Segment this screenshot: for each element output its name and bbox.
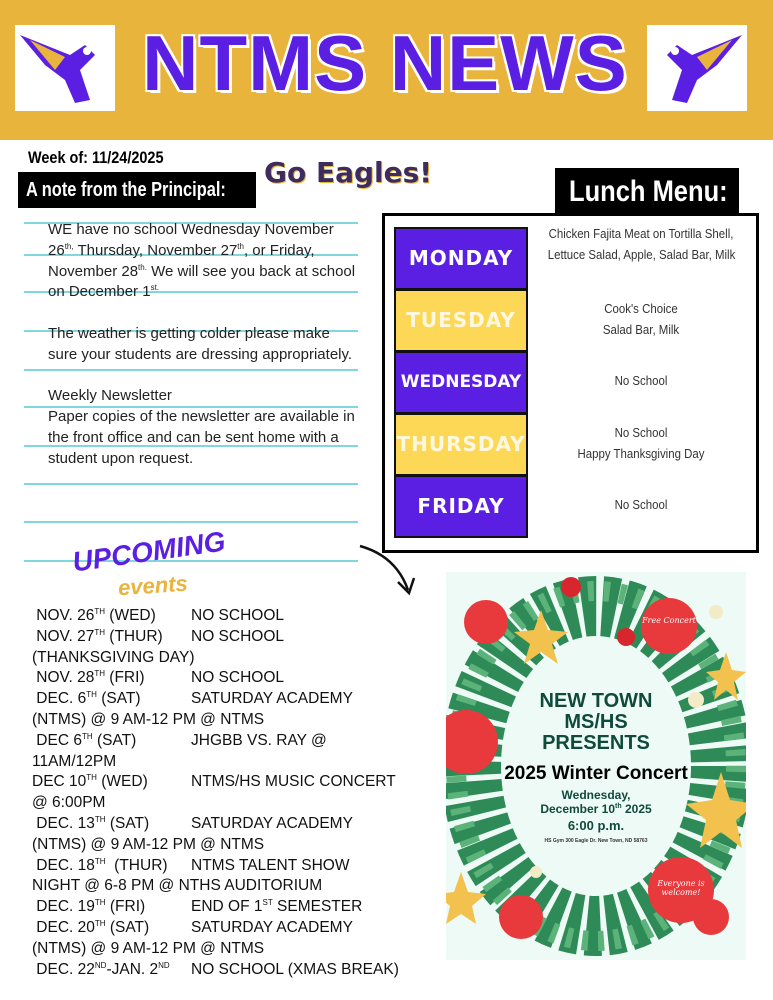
event-date-block — [32, 814, 191, 835]
event-date-block — [32, 940, 264, 957]
event-line — [32, 668, 442, 689]
event-date-block — [32, 960, 191, 981]
event-date: DEC. 6 — [32, 690, 87, 708]
event-date: NOV. 26 — [32, 607, 95, 624]
poster-day: Wednesday, — [561, 788, 631, 802]
note-text: , or Friday, November 28 — [48, 241, 315, 280]
event-date-suffix: TH — [94, 627, 105, 637]
event-line — [32, 689, 442, 710]
principal-note-heading-text: A note from the Principal: — [26, 179, 226, 201]
lunch-menu-heading-text: Lunch Menu: — [568, 175, 728, 208]
eagle-logo-right — [647, 25, 747, 111]
lunch-menu-heading — [555, 168, 739, 216]
note-text: WE have no school Wednesday November 26 — [48, 221, 334, 259]
event-date: NOV. 28 — [32, 669, 95, 687]
event-date-block — [32, 689, 191, 710]
event-date: (NTMS) @ 9 AM-12 PM @ NTMS — [32, 939, 265, 957]
event-line — [32, 876, 442, 897]
event-date-suffix: TH — [86, 773, 97, 783]
lunch-day-thursday: THURSDAY — [394, 413, 528, 476]
event-date-suffix: TH — [94, 669, 105, 679]
event-date-block — [32, 897, 191, 918]
event-date: DEC. 13 — [32, 814, 95, 832]
curved-arrow-icon — [356, 540, 420, 600]
event-line — [32, 793, 442, 814]
event-day: -JAN. 2 — [106, 960, 159, 978]
event-day: (THUR) — [105, 627, 163, 645]
lunch-meal-thursday — [535, 422, 747, 464]
meal-line: Lettuce Salad, Apple, Salad Bar, Milk — [547, 247, 736, 262]
upcoming-heading: UPCOMING — [70, 525, 228, 578]
event-day: (FRI) — [105, 898, 146, 916]
note-text: We will see you back at school on December 1 — [48, 262, 356, 301]
event-line — [32, 648, 442, 669]
event-date-block — [32, 836, 264, 853]
note-newsletter-title: Weekly Newsletter — [48, 387, 172, 405]
event-date: DEC. 18 — [32, 856, 95, 874]
event-date-suffix: TH — [94, 918, 106, 928]
event-description-text: NTMS/HS MUSIC CONCERT — [191, 773, 396, 791]
event-date-block — [32, 649, 194, 666]
header-banner — [0, 0, 773, 140]
event-description-text: NO SCHOOL — [191, 627, 285, 645]
event-day: (WED) — [96, 773, 148, 791]
free-concert-badge: Free Concert — [641, 598, 697, 654]
event-date: NIGHT @ 6-8 PM @ NTHS AUDITORIUM — [32, 877, 323, 895]
poster-date — [446, 802, 746, 816]
event-day: (FRI) — [105, 669, 145, 687]
event-description-text: NO SCHOOL — [191, 607, 285, 624]
event-line — [32, 772, 442, 793]
event-date: (NTMS) @ 9 AM-12 PM @ NTMS — [32, 835, 265, 853]
event-date-block — [32, 627, 191, 648]
event-line — [32, 710, 442, 731]
note-paragraph-no-school — [48, 220, 358, 303]
event-date-block — [32, 856, 191, 877]
event-line — [32, 939, 442, 960]
lunch-day-friday: FRIDAY — [394, 475, 528, 538]
go-eagles-slogan: Go Eagles! — [264, 156, 433, 189]
winter-concert-poster — [446, 572, 746, 960]
note-text: Thursday, November 27 — [73, 241, 238, 259]
event-description — [191, 815, 353, 832]
poster-date-sup: th — [615, 803, 622, 810]
event-description — [191, 898, 362, 915]
event-line — [32, 856, 442, 877]
event-date: DEC 6 — [32, 731, 82, 749]
event-line — [32, 897, 442, 918]
eagle-logo-left — [15, 25, 115, 111]
event-line — [32, 835, 442, 856]
events-heading: events — [117, 570, 189, 601]
poster-line-1: NEW TOWN — [539, 690, 653, 712]
event-date-block — [32, 753, 116, 770]
event-date-block — [32, 772, 191, 793]
lunch-day-wednesday: WEDNESDAY — [394, 351, 528, 414]
event-date-block — [32, 606, 191, 627]
event-day: (SAT) — [96, 690, 141, 708]
event-description-text: SATURDAY ACADEMY — [191, 690, 353, 708]
poster-date-text: December 10 — [540, 802, 616, 816]
lunch-meal-tuesday — [535, 298, 747, 340]
event-date-suffix: TH — [94, 606, 105, 616]
notebook-line — [24, 483, 358, 485]
ordinal-suffix: th, — [64, 241, 74, 251]
event-line — [32, 960, 442, 981]
event-date-block — [32, 668, 191, 689]
event-date: (THANKSGIVING DAY) — [32, 648, 195, 666]
event-date-block — [32, 877, 322, 894]
event-day: (SAT) — [92, 731, 137, 749]
event-date-block — [32, 918, 191, 939]
event-day: (SAT) — [105, 814, 150, 832]
event-date-suffix: TH — [94, 856, 106, 866]
event-line — [32, 606, 442, 627]
event-date: DEC. 20 — [32, 918, 95, 936]
poster-time: 6:00 p.m. — [567, 818, 625, 833]
lunch-day-monday: MONDAY — [394, 227, 528, 290]
event-line — [32, 814, 442, 835]
event-description-suffix: ST — [262, 898, 273, 907]
event-day-suffix: ND — [158, 960, 170, 970]
event-description — [191, 607, 284, 624]
principal-note — [48, 220, 358, 470]
event-date: 11AM/12PM — [32, 752, 117, 770]
event-description-text: NO SCHOOL — [191, 669, 285, 687]
event-description — [191, 669, 284, 686]
notebook-line — [24, 521, 358, 523]
event-description — [191, 773, 396, 790]
event-date-suffix: TH — [94, 814, 106, 824]
event-date: (NTMS) @ 9 AM-12 PM @ NTMS — [32, 710, 265, 728]
event-line — [32, 731, 442, 752]
principal-note-heading — [18, 172, 256, 208]
event-day: (SAT) — [105, 918, 150, 936]
poster-year: 2025 — [621, 802, 652, 816]
meal-line: Cook's Choice — [604, 301, 678, 316]
event-date-suffix: TH — [81, 731, 93, 741]
event-date: DEC. 22 — [32, 960, 95, 978]
event-description — [191, 857, 349, 874]
poster-line-3: PRESENTS — [542, 732, 650, 754]
event-description-text: SEMESTER — [272, 898, 363, 916]
lunch-meal-friday — [535, 494, 747, 515]
event-date-block — [32, 711, 264, 728]
event-date-block — [32, 731, 191, 752]
meal-line: No School — [614, 373, 668, 388]
event-date: DEC 10 — [32, 773, 87, 791]
event-date-block — [32, 794, 105, 811]
poster-title: 2025 Winter Concert — [504, 763, 688, 784]
event-line — [32, 752, 442, 773]
meal-line: No School — [614, 425, 668, 440]
event-date-suffix: TH — [94, 898, 106, 907]
event-description-text: SATURDAY ACADEMY — [191, 814, 353, 832]
event-description — [191, 919, 353, 936]
event-date: DEC. 19 — [32, 898, 95, 916]
poster-line-2: MS/HS — [564, 711, 628, 733]
event-description — [191, 690, 353, 707]
event-description-text: NO SCHOOL (XMAS BREAK) — [191, 960, 399, 978]
lunch-day-tuesday: TUESDAY — [394, 289, 528, 352]
note-paragraph-newsletter: Paper copies of the newsletter are available in the front office and can be sent home with a student upon request. — [48, 408, 355, 467]
ordinal-suffix: th. — [138, 262, 147, 272]
newsletter-title: NTMS NEWS — [142, 19, 628, 107]
poster-address: HS Gym 300 Eagle Dr. New Town, ND 58763 — [544, 838, 648, 844]
event-description-text: NTMS TALENT SHOW — [191, 856, 350, 874]
event-line — [32, 918, 442, 939]
event-day: (THUR) — [105, 856, 168, 874]
note-paragraph-weather: The weather is getting colder please make sure your students are dressing appropriately. — [48, 324, 353, 363]
ordinal-suffix: st. — [150, 283, 160, 293]
event-date: @ 6:00PM — [32, 794, 106, 812]
event-description-text: END OF 1 — [191, 898, 263, 916]
lunch-meal-monday — [535, 223, 747, 265]
event-date-suffix: TH — [86, 690, 97, 700]
upcoming-events-list — [32, 606, 442, 980]
everyone-welcome-badge: Everyone is welcome! — [648, 857, 714, 923]
meal-line: Salad Bar, Milk — [602, 322, 680, 337]
event-date: NOV. 27 — [32, 627, 95, 645]
event-description-text: JHGBB VS. RAY @ — [191, 731, 327, 749]
meal-line: Happy Thanksgiving Day — [577, 446, 705, 461]
event-date-suffix: ND — [94, 960, 107, 970]
event-description — [191, 961, 399, 978]
event-description — [191, 628, 284, 645]
event-description-text: SATURDAY ACADEMY — [191, 918, 353, 936]
event-line — [32, 627, 442, 648]
meal-line: Chicken Fajita Meat on Tortilla Shell, — [548, 226, 734, 241]
week-of: Week of: 11/24/2025 — [28, 148, 164, 167]
lunch-meal-wednesday — [535, 370, 747, 391]
ordinal-suffix: th — [237, 241, 244, 251]
event-day: (WED) — [105, 607, 156, 624]
event-description — [191, 732, 327, 749]
meal-line: No School — [614, 497, 668, 512]
